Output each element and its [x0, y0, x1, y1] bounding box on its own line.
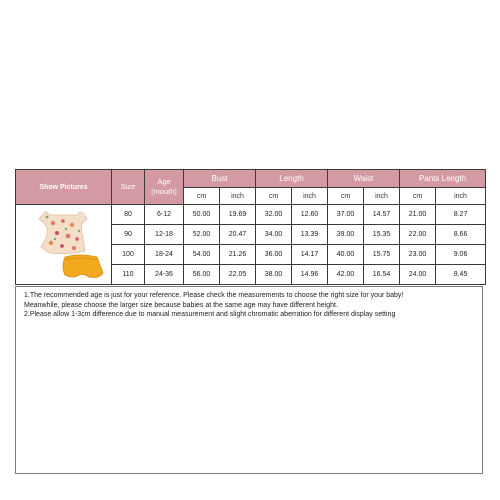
- length-header: Length: [256, 170, 328, 188]
- waist-cm-cell: 42.00: [328, 265, 364, 285]
- length-inch-cell: 14.96: [292, 265, 328, 285]
- unit-header: cm: [328, 188, 364, 205]
- product-picture-cell: [16, 205, 112, 285]
- bust-inch-cell: 20.47: [220, 225, 256, 245]
- unit-header: cm: [256, 188, 292, 205]
- size-cell: 110: [112, 265, 145, 285]
- pants-length-cm-cell: 22.00: [400, 225, 436, 245]
- age-cell: 18-24: [145, 245, 184, 265]
- floral-top: [39, 211, 87, 253]
- age-cell: 6-12: [145, 205, 184, 225]
- table-row: [16, 205, 486, 225]
- note-line-2: Meanwhile, please choose the larger size because babies at the same age may have different height.: [24, 301, 338, 309]
- age-header-line1: Age: [157, 177, 171, 186]
- unit-header: inch: [220, 188, 256, 205]
- bust-cm-cell: 56.00: [184, 265, 220, 285]
- pants-length-header: Pants Length: [400, 170, 486, 188]
- bust-header: Bust: [184, 170, 256, 188]
- unit-header: cm: [184, 188, 220, 205]
- pants-length-inch-cell: 9.06: [436, 245, 486, 265]
- pants-length-inch-cell: 8.27: [436, 205, 486, 225]
- unit-header: inch: [364, 188, 400, 205]
- bust-cm-cell: 50.00: [184, 205, 220, 225]
- size-header: Size: [112, 170, 145, 205]
- bust-cm-cell: 54.00: [184, 245, 220, 265]
- product-picture: [19, 207, 109, 283]
- waist-inch-cell: 15.35: [364, 225, 400, 245]
- size-cell: 90: [112, 225, 145, 245]
- length-inch-cell: 14.17: [292, 245, 328, 265]
- pants-length-inch-cell: 8.66: [436, 225, 486, 245]
- size-cell: 80: [112, 205, 145, 225]
- pants-length-inch-cell: 9.45: [436, 265, 486, 285]
- show-pictures-header: Show Pictures: [16, 170, 112, 205]
- yellow-shorts: [63, 255, 103, 278]
- age-header-line2: (mouth): [151, 187, 177, 196]
- pants-length-cm-cell: 24.00: [400, 265, 436, 285]
- waist-cm-cell: 39.00: [328, 225, 364, 245]
- waist-inch-cell: 14.57: [364, 205, 400, 225]
- unit-header: cm: [400, 188, 436, 205]
- waist-cm-cell: 40.00: [328, 245, 364, 265]
- waist-inch-cell: 15.75: [364, 245, 400, 265]
- age-cell: 12-18: [145, 225, 184, 245]
- waist-header: Waist: [328, 170, 400, 188]
- bust-inch-cell: 22.05: [220, 265, 256, 285]
- pants-length-cm-cell: 23.00: [400, 245, 436, 265]
- unit-header: inch: [436, 188, 486, 205]
- unit-header: inch: [292, 188, 328, 205]
- age-cell: 24-36: [145, 265, 184, 285]
- note-line-3: 2.Please allow 1-3cm difference due to manual measurement and slight chromatic aberration for different display setting: [24, 311, 396, 318]
- outfit-illustration: [19, 207, 109, 283]
- bust-inch-cell: 21.26: [220, 245, 256, 265]
- bust-cm-cell: 52.00: [184, 225, 220, 245]
- bust-inch-cell: 19.69: [220, 205, 256, 225]
- length-cm-cell: 32.00: [256, 205, 292, 225]
- waist-inch-cell: 16.54: [364, 265, 400, 285]
- note-line-1: 1.The recommended age is just for your reference. Please check the measurements to choose the right size for your baby!: [24, 292, 404, 299]
- age-header: [145, 170, 184, 205]
- length-inch-cell: 12.60: [292, 205, 328, 225]
- pants-length-cm-cell: 21.00: [400, 205, 436, 225]
- length-inch-cell: 13.39: [292, 225, 328, 245]
- waist-cm-cell: 37.00: [328, 205, 364, 225]
- header-row-groups: [16, 170, 486, 188]
- length-cm-cell: 36.00: [256, 245, 292, 265]
- length-cm-cell: 34.00: [256, 225, 292, 245]
- size-chart-table: [15, 169, 486, 285]
- notes-box: [15, 286, 483, 474]
- size-cell: 100: [112, 245, 145, 265]
- length-cm-cell: 38.00: [256, 265, 292, 285]
